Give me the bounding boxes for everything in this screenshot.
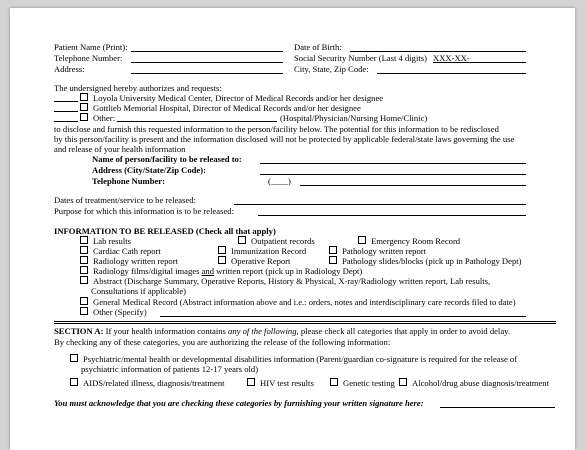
ssn-label: Social Security Number (Last 4 digits) [294,53,427,63]
acknowledge-text: You must acknowledge that you are checking these categories by furnishing your written signature here: [54,398,424,408]
checkbox[interactable] [80,297,88,305]
item-outpatient: Outpatient records [238,236,315,246]
option-other: Other: [80,113,115,123]
purpose-field[interactable] [258,215,526,216]
checkbox[interactable] [218,256,226,264]
item-operative: Operative Report [218,256,290,266]
release-name-field[interactable] [260,163,526,164]
gottlieb-check-blank[interactable] [54,111,78,112]
other-check-blank[interactable] [54,121,78,122]
release-phone-label: Telephone Number: [92,176,165,186]
item-general: General Medical Record (Abstract information above and i.e.: orders, notes and interdisciplinary care records filed to date) [80,297,516,307]
other-specify-field[interactable] [160,316,526,317]
ssn-field[interactable] [470,62,526,63]
disclosure-text-1: to disclose and furnish this requested information to the person/facility below. The potential for this information to be redisclosed [54,124,499,134]
option-loyola: Loyola University Medical Center, Director of Medical Records and/or her designee [80,93,383,103]
other-facility-field[interactable] [117,121,277,122]
address-label: Address: [54,64,85,74]
item-radiology-written: Radiology written report [80,256,178,266]
item-radiology-films: Radiology films/digital images and written report (pick up in Radiology Dept) [80,266,362,276]
checkbox[interactable] [70,378,78,386]
dob-label: Date of Birth: [294,42,342,52]
telephone-label: Telephone Number: [54,53,123,63]
checkbox[interactable] [80,103,88,111]
item-cardiac: Cardiac Cath report [80,246,161,256]
checkbox[interactable] [247,378,255,386]
patient-name-field[interactable] [131,51,283,52]
authorize-intro: The undersigned hereby authorizes and requests: [54,83,222,93]
item-psychiatric-cont: psychiatric information of patients 12-17 years old) [81,364,259,374]
city-field[interactable] [377,73,526,74]
checkbox[interactable] [70,354,78,362]
item-alcohol: Alcohol/drug abuse diagnosis/treatment [399,378,549,388]
item-hiv: HIV test results [247,378,314,388]
item-aids: AIDS/related illness, diagnosis/treatment [70,378,225,388]
checkbox[interactable] [80,113,88,121]
dates-field[interactable] [234,204,526,205]
release-address-field[interactable] [260,174,526,175]
disclosure-text-3: and release of your health information [54,144,186,154]
item-genetic: Genetic testing [330,378,395,388]
loyola-check-blank[interactable] [54,101,78,102]
checkbox[interactable] [80,236,88,244]
signature-field[interactable] [440,407,555,408]
document-page [10,8,575,450]
item-lab-results: Lab results [80,236,131,246]
checkbox[interactable] [218,246,226,254]
checkbox[interactable] [329,246,337,254]
checkbox[interactable] [80,307,88,315]
city-label: City, State, Zip Code: [294,64,369,74]
checkbox[interactable] [358,236,366,244]
release-address-label: Address (City/State/Zip Code): [92,165,206,175]
item-other: Other (Specify) [80,307,147,317]
release-phone-field[interactable] [300,185,526,186]
item-immunization: Immunization Record [218,246,306,256]
section-a-text-2: By checking any of these categories, you are authorizing the release of the following information: [54,337,391,347]
item-pathology-slides: Pathology slides/blocks (pick up in Pathology Dept) [329,256,522,266]
ssn-mask: XXX-XX- [433,53,470,63]
item-pathology-written: Pathology written report [329,246,426,256]
dates-label: Dates of treatment/service to be released: [54,195,196,205]
release-name-label: Name of person/facility to be released to: [92,154,242,164]
section-a-text: SECTION A: If your health information contains any of the following, please check all categories that apply in order to avoid delay. [54,326,511,336]
item-psychiatric: Psychiatric/mental health or developmental disabilities information (Parent/guardian co-signature is required for the release of [70,354,517,364]
dob-field[interactable] [350,51,526,52]
checkbox[interactable] [80,93,88,101]
option-gottlieb: Gottlieb Memorial Hospital, Director of Medical Records and/or her designee [80,103,361,113]
checkbox[interactable] [80,266,88,274]
checkbox[interactable] [80,276,88,284]
purpose-label: Purpose for which this information is to be released: [54,206,234,216]
divider-line [54,321,556,322]
info-heading: INFORMATION TO BE RELEASED (Check all that apply) [54,226,276,236]
divider-line-2 [54,323,556,324]
checkbox[interactable] [330,378,338,386]
item-abstract: Abstract (Discharge Summary, Operative Reports, History & Physical, X-ray/Radiology written report, Lab results, [80,276,490,286]
telephone-field[interactable] [131,62,283,63]
checkbox[interactable] [80,246,88,254]
item-emergency: Emergency Room Record [358,236,460,246]
address-field[interactable] [131,73,283,74]
patient-name-label: Patient Name (Print): [54,42,128,52]
release-phone-area: (____) [268,176,291,186]
checkbox[interactable] [238,236,246,244]
checkbox[interactable] [329,256,337,264]
item-abstract-cont: Consultations if applicable) [91,286,186,296]
checkbox[interactable] [399,378,407,386]
checkbox[interactable] [80,256,88,264]
disclosure-text-2: by this person/facility is present and the information disclosed will not be protected by applicable federal/state laws governing the use [54,134,515,144]
other-facility-hint: (Hospital/Physician/Nursing Home/Clinic) [280,113,428,123]
